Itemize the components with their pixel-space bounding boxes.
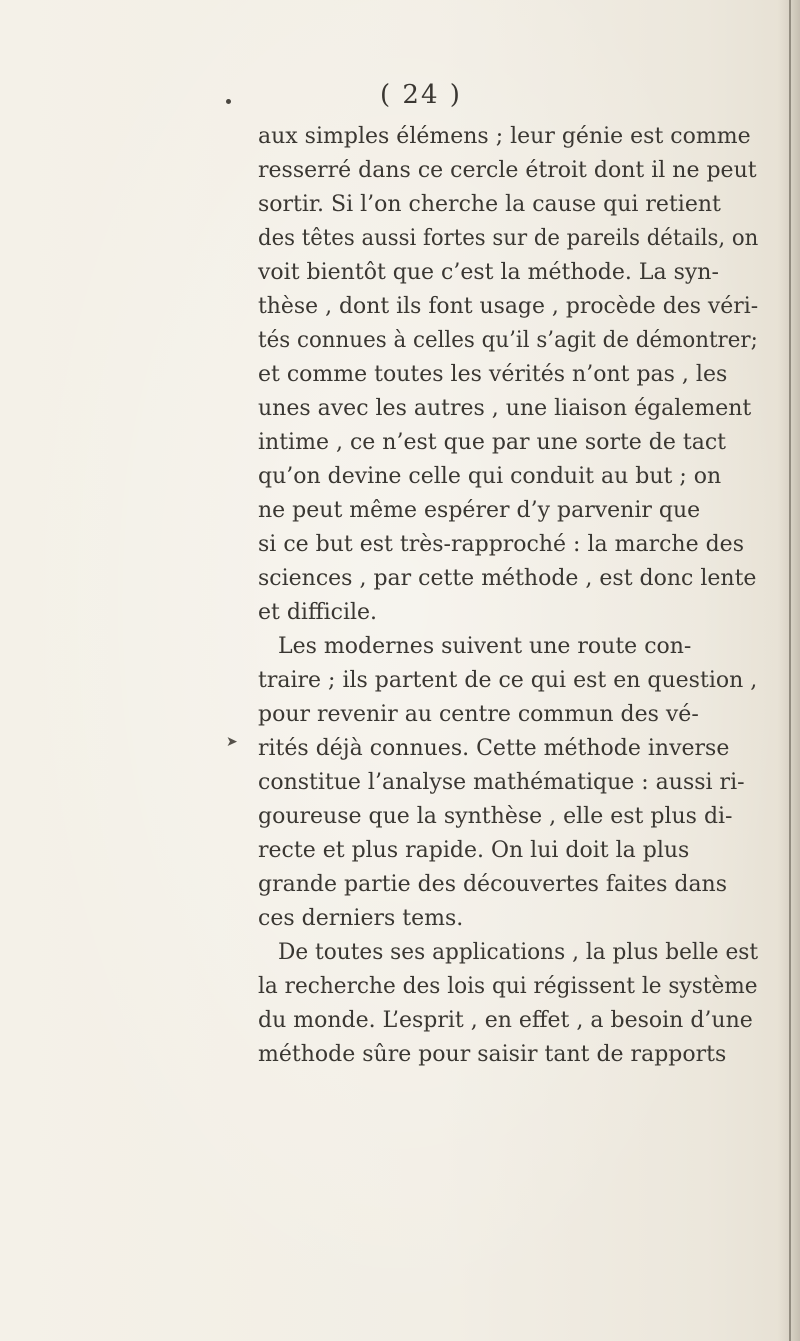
text-line: sciences , par cette méthode , est donc lente — [258, 566, 757, 591]
margin-mark-icon: ➤ — [226, 734, 238, 750]
paragraph-start-line: De toutes ses applications , la plus belle est — [278, 940, 759, 965]
ink-dot — [226, 99, 231, 104]
text-line: aux simples élémens ; leur génie est comme — [258, 124, 751, 149]
text-line: ne peut même espérer d’y parvenir que — [258, 498, 701, 523]
text-line: thèse , dont ils font usage , procède des véri- — [258, 294, 759, 319]
text-line: voit bientôt que c’est la méthode. La syn- — [258, 260, 719, 285]
text-line: et comme toutes les vérités n’ont pas , les — [258, 362, 728, 387]
text-line: du monde. L’esprit , en effet , a besoin d’une — [258, 1008, 753, 1033]
text-line: unes avec les autres , une liaison également — [258, 396, 752, 421]
text-line: intime , ce n’est que par une sorte de tact — [258, 430, 727, 455]
page-number: ( 24 ) — [380, 80, 462, 110]
page-edge-line — [789, 0, 791, 1341]
text-line: pour revenir au centre commun des vé- — [258, 702, 699, 727]
text-line: traire ; ils partent de ce qui est en question , — [258, 668, 758, 693]
text-line: ces derniers tems. — [258, 906, 464, 931]
text-line: sortir. Si l’on cherche la cause qui retient — [258, 192, 721, 217]
text-line: la recherche des lois qui régissent le système — [258, 974, 758, 999]
text-line: et difficile. — [258, 600, 378, 625]
paragraph-start-line: Les modernes suivent une route con- — [278, 634, 692, 659]
text-line: si ce but est très-rapproché : la marche des — [258, 532, 744, 557]
text-line: rités déjà connues. Cette méthode inverse — [258, 736, 730, 761]
text-line: tés connues à celles qu’il s’agit de démontrer; — [258, 328, 758, 353]
text-line: recte et plus rapide. On lui doit la plus — [258, 838, 690, 863]
text-line: qu’on devine celle qui conduit au but ; on — [258, 464, 722, 489]
text-line: des têtes aussi fortes sur de pareils détails, on — [258, 226, 759, 251]
text-line: resserré dans ce cercle étroit dont il ne peut — [258, 158, 757, 183]
text-line: goureuse que la synthèse , elle est plus di- — [258, 804, 733, 829]
text-line: méthode sûre pour saisir tant de rapports — [258, 1042, 727, 1067]
text-line: grande partie des découvertes faites dans — [258, 872, 728, 897]
text-line: constitue l’analyse mathématique : aussi ri- — [258, 770, 745, 795]
